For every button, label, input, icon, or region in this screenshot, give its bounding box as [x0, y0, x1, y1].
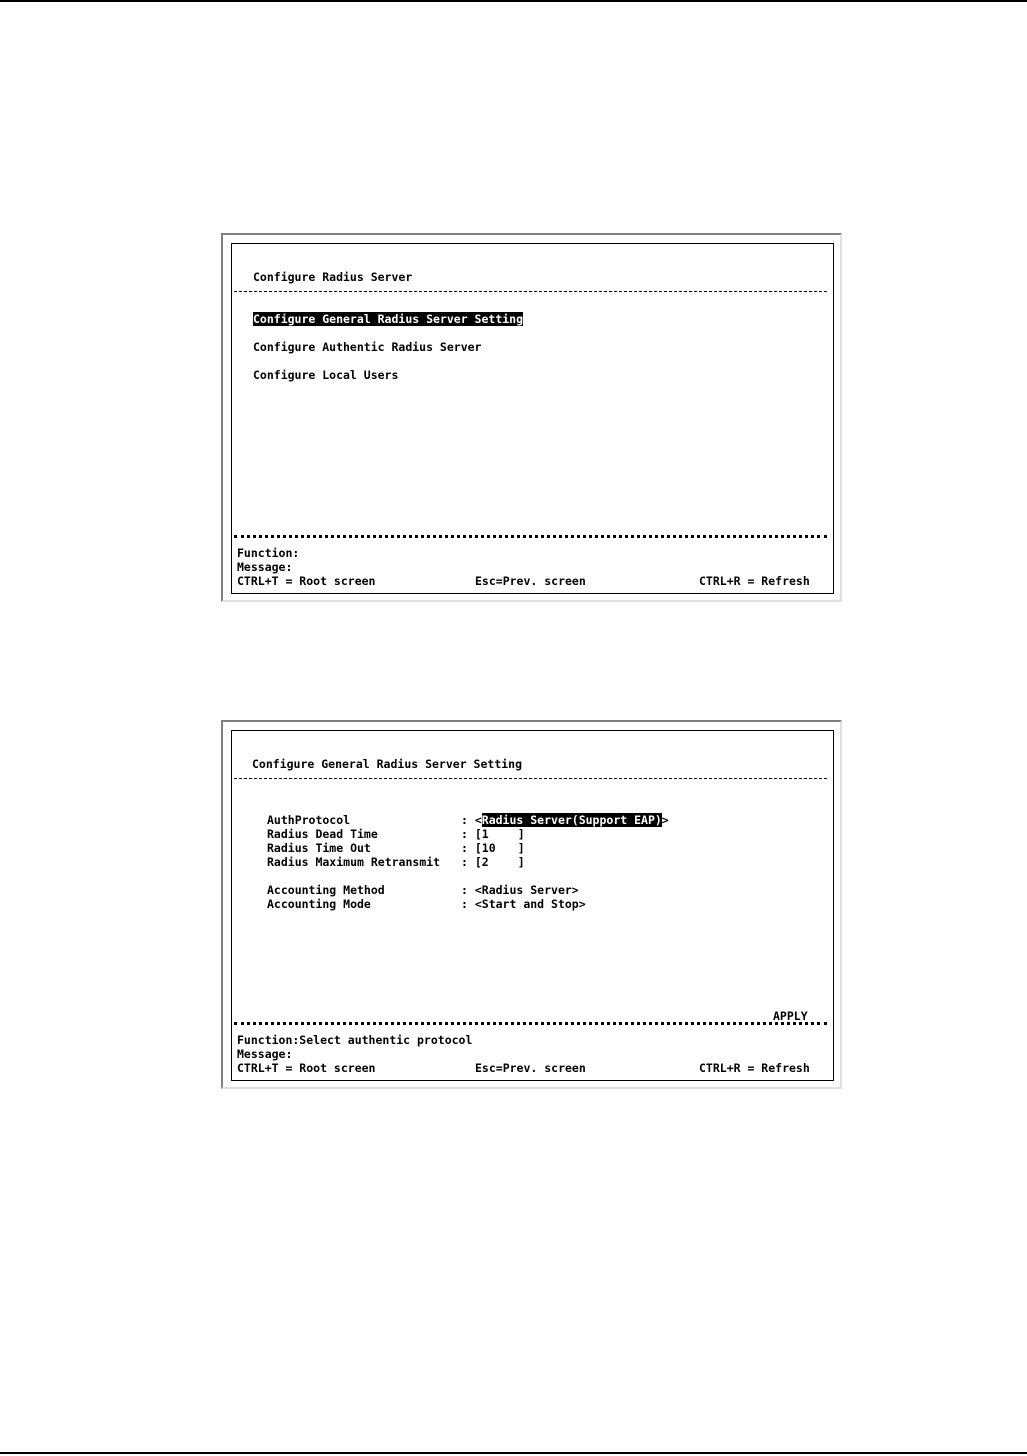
menu-item-local-users[interactable]: Configure Local Users — [253, 368, 399, 382]
menu-item-general-setting[interactable]: Configure General Radius Server Setting — [253, 312, 524, 326]
root-screen-hint[interactable]: CTRL+T = Root screen — [237, 1061, 376, 1075]
accounting-method-label: Accounting Method — [267, 883, 385, 897]
time-out-label: Radius Time Out — [267, 841, 371, 855]
max-retransmit-label: Radius Maximum Retransmit — [267, 855, 441, 869]
accounting-method-select[interactable]: Radius Server — [481, 883, 572, 897]
root-screen-hint[interactable]: CTRL+T = Root screen — [237, 574, 376, 588]
terminal-window-general-setting — [221, 720, 842, 1089]
accounting-method-field[interactable]: : <Radius Server> — [461, 883, 579, 897]
function-line: Function: — [237, 546, 300, 560]
refresh-hint[interactable]: CTRL+R = Refresh — [699, 574, 810, 588]
accounting-mode-label: Accounting Mode — [267, 897, 371, 911]
terminal-window-radius-server — [221, 233, 842, 602]
prev-screen-hint[interactable]: Esc=Prev. screen — [475, 1061, 586, 1075]
max-retransmit-input[interactable]: 2 — [481, 855, 489, 869]
function-line: Function:Select authentic protocol — [237, 1033, 473, 1047]
footer-divider — [234, 1022, 827, 1025]
page-bottom-rule — [0, 1452, 1027, 1454]
prev-screen-hint[interactable]: Esc=Prev. screen — [475, 574, 586, 588]
apply-button[interactable]: APPLY — [773, 1009, 808, 1023]
footer-divider — [234, 535, 827, 538]
page-top-rule — [0, 0, 1027, 2]
auth-protocol-label: AuthProtocol — [267, 813, 351, 827]
auth-protocol-select[interactable]: Radius Server(Support EAP) — [481, 813, 662, 827]
max-retransmit-field[interactable]: : [2 ] — [461, 855, 525, 869]
message-line: Message: — [237, 1047, 293, 1061]
dead-time-label: Radius Dead Time — [267, 827, 378, 841]
time-out-field[interactable]: : [10 ] — [461, 841, 525, 855]
terminal-screen — [231, 730, 834, 1081]
title-divider — [234, 291, 827, 292]
accounting-mode-select[interactable]: Start and Stop — [481, 897, 579, 911]
time-out-input[interactable]: 10 — [481, 841, 496, 855]
message-line: Message: — [237, 560, 293, 574]
page-title: Configure Radius Server — [253, 270, 413, 284]
dead-time-input[interactable]: 1 — [481, 827, 489, 841]
page-title: Configure General Radius Server Setting — [252, 757, 523, 771]
refresh-hint[interactable]: CTRL+R = Refresh — [699, 1061, 810, 1075]
title-divider — [234, 778, 827, 779]
terminal-screen — [231, 243, 834, 594]
accounting-mode-field[interactable]: : <Start and Stop> — [461, 897, 586, 911]
menu-item-authentic-server[interactable]: Configure Authentic Radius Server — [253, 340, 482, 354]
auth-protocol-colon: : <Radius Server(Support EAP)> — [461, 813, 669, 827]
dead-time-field[interactable]: : [1 ] — [461, 827, 525, 841]
